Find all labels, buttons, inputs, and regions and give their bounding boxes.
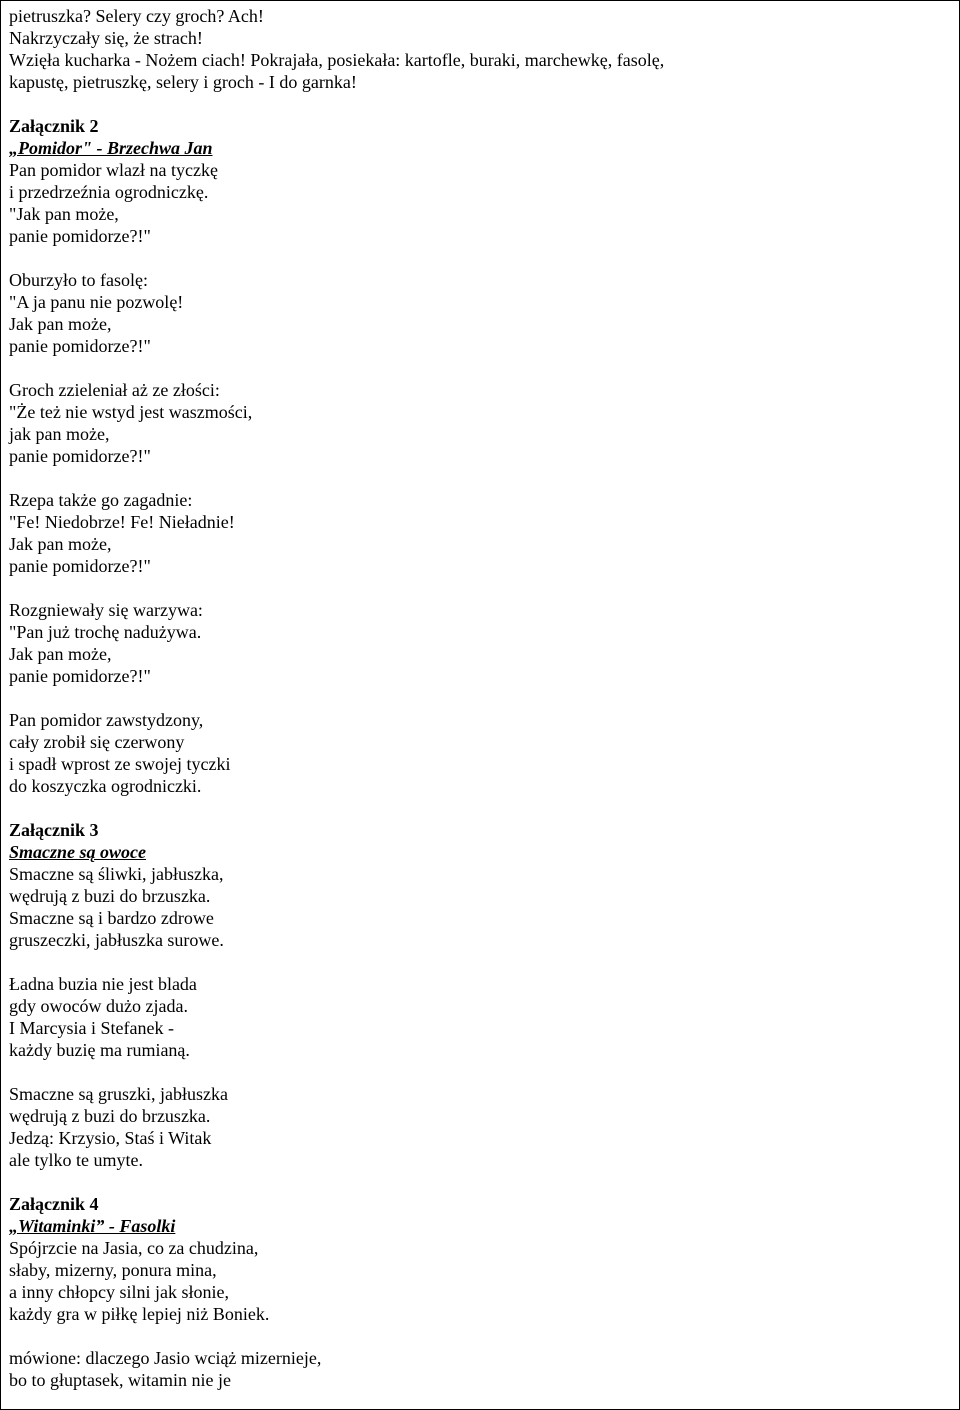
poem-line: Jedzą: Krzysio, Staś i Witak xyxy=(9,1128,212,1148)
poem-line: jak pan może, xyxy=(9,424,110,444)
appendix-3 xyxy=(9,819,949,1171)
poem-line: Smaczne są śliwki, jabłuszka, xyxy=(9,864,224,884)
poem-line: wędrują z buzi do brzuszka. xyxy=(9,1106,211,1126)
poem-line: Groch zzieleniał aż ze złości: xyxy=(9,380,220,400)
appendix-4 xyxy=(9,1193,949,1391)
poem-title: „Pomidor" - Brzechwa Jan xyxy=(9,138,213,158)
poem-title: „Witaminki” - Fasolki xyxy=(9,1216,176,1236)
poem-line: I Marcysia i Stefanek - xyxy=(9,1018,174,1038)
poem-line: do koszyczka ogrodniczki. xyxy=(9,776,202,796)
stanza xyxy=(9,973,949,1061)
spacer xyxy=(9,1325,949,1347)
spacer xyxy=(9,1171,949,1193)
poem-line: Oburzyło to fasolę: xyxy=(9,270,148,290)
poem-line: Jak pan może, xyxy=(9,644,112,664)
poem-line: cały zrobił się czerwony xyxy=(9,732,185,752)
poem-line: bo to głuptasek, witamin nie je xyxy=(9,1370,231,1390)
poem-title: Smaczne są owoce xyxy=(9,842,146,862)
poem-line: panie pomidorze?!" xyxy=(9,446,151,466)
stanza xyxy=(9,709,949,797)
spacer xyxy=(9,577,949,599)
spacer xyxy=(9,93,949,115)
poem-line: ale tylko te umyte. xyxy=(9,1150,143,1170)
appendix-heading: Załącznik 3 xyxy=(9,820,99,840)
poem-line: i przedrzeźnia ogrodniczkę. xyxy=(9,182,209,202)
spacer xyxy=(9,687,949,709)
poem-line: Pan pomidor zawstydzony, xyxy=(9,710,204,730)
poem-line: wędrują z buzi do brzuszka. xyxy=(9,886,211,906)
appendix-2 xyxy=(9,115,949,797)
poem-line: Pan pomidor wlazł na tyczkę xyxy=(9,160,218,180)
poem-line: "A ja panu nie pozwolę! xyxy=(9,292,184,312)
poem-line: i spadł wprost ze swojej tyczki xyxy=(9,754,231,774)
appendix-heading: Załącznik 4 xyxy=(9,1194,99,1214)
text-line: kapustę, pietruszkę, selery i groch - I do garnka! xyxy=(9,72,357,92)
poem-line: Ładna buzia nie jest blada xyxy=(9,974,197,994)
text-line: pietruszka? Selery czy groch? Ach! xyxy=(9,6,264,26)
spacer xyxy=(9,1061,949,1083)
text-line: Nakrzyczały się, że strach! xyxy=(9,28,203,48)
poem-line: "Fe! Niedobrze! Fe! Nieładnie! xyxy=(9,512,235,532)
poem-line: gruszeczki, jabłuszka surowe. xyxy=(9,930,224,950)
stanza xyxy=(9,379,949,467)
poem-line: Rozgniewały się warzywa: xyxy=(9,600,203,620)
appendix-heading: Załącznik 2 xyxy=(9,116,99,136)
spacer xyxy=(9,247,949,269)
poem-line: panie pomidorze?!" xyxy=(9,226,151,246)
poem-line: słaby, mizerny, ponura mina, xyxy=(9,1260,217,1280)
spacer xyxy=(9,357,949,379)
text-line: Wzięła kucharka - Nożem ciach! Pokrajała, posiekała: kartofle, buraki, marchewkę, fasolę, xyxy=(9,50,665,70)
stanza xyxy=(9,1347,949,1391)
stanza xyxy=(9,1083,949,1171)
stanza xyxy=(9,863,949,951)
poem-line: Jak pan może, xyxy=(9,314,112,334)
poem-line: gdy owoców dużo zjada. xyxy=(9,996,188,1016)
poem-line: każdy gra w piłkę lepiej niż Boniek. xyxy=(9,1304,270,1324)
document-body xyxy=(9,5,949,1391)
poem-line: panie pomidorze?!" xyxy=(9,556,151,576)
poem-line: Rzepa także go zagadnie: xyxy=(9,490,193,510)
spacer xyxy=(9,797,949,819)
poem-line: mówione: dlaczego Jasio wciąż mizernieje, xyxy=(9,1348,322,1368)
poem-line: "Pan już trochę nadużywa. xyxy=(9,622,202,642)
poem-line: "Jak pan może, xyxy=(9,204,119,224)
poem-line: Spójrzcie na Jasia, co za chudzina, xyxy=(9,1238,259,1258)
stanza xyxy=(9,489,949,577)
stanza xyxy=(9,1237,949,1325)
spacer xyxy=(9,951,949,973)
poem-line: Jak pan może, xyxy=(9,534,112,554)
spacer xyxy=(9,467,949,489)
poem-line: każdy buzię ma rumianą. xyxy=(9,1040,190,1060)
poem-line: Smaczne są gruszki, jabłuszka xyxy=(9,1084,228,1104)
poem-line: Smaczne są i bardzo zdrowe xyxy=(9,908,214,928)
poem-line: "Że też nie wstyd jest waszmości, xyxy=(9,402,253,422)
poem-line: panie pomidorze?!" xyxy=(9,666,151,686)
poem-line: a inny chłopcy silni jak słonie, xyxy=(9,1282,229,1302)
intro-text xyxy=(9,5,949,93)
stanza xyxy=(9,159,949,247)
stanza xyxy=(9,599,949,687)
stanza xyxy=(9,269,949,357)
poem-line: panie pomidorze?!" xyxy=(9,336,151,356)
